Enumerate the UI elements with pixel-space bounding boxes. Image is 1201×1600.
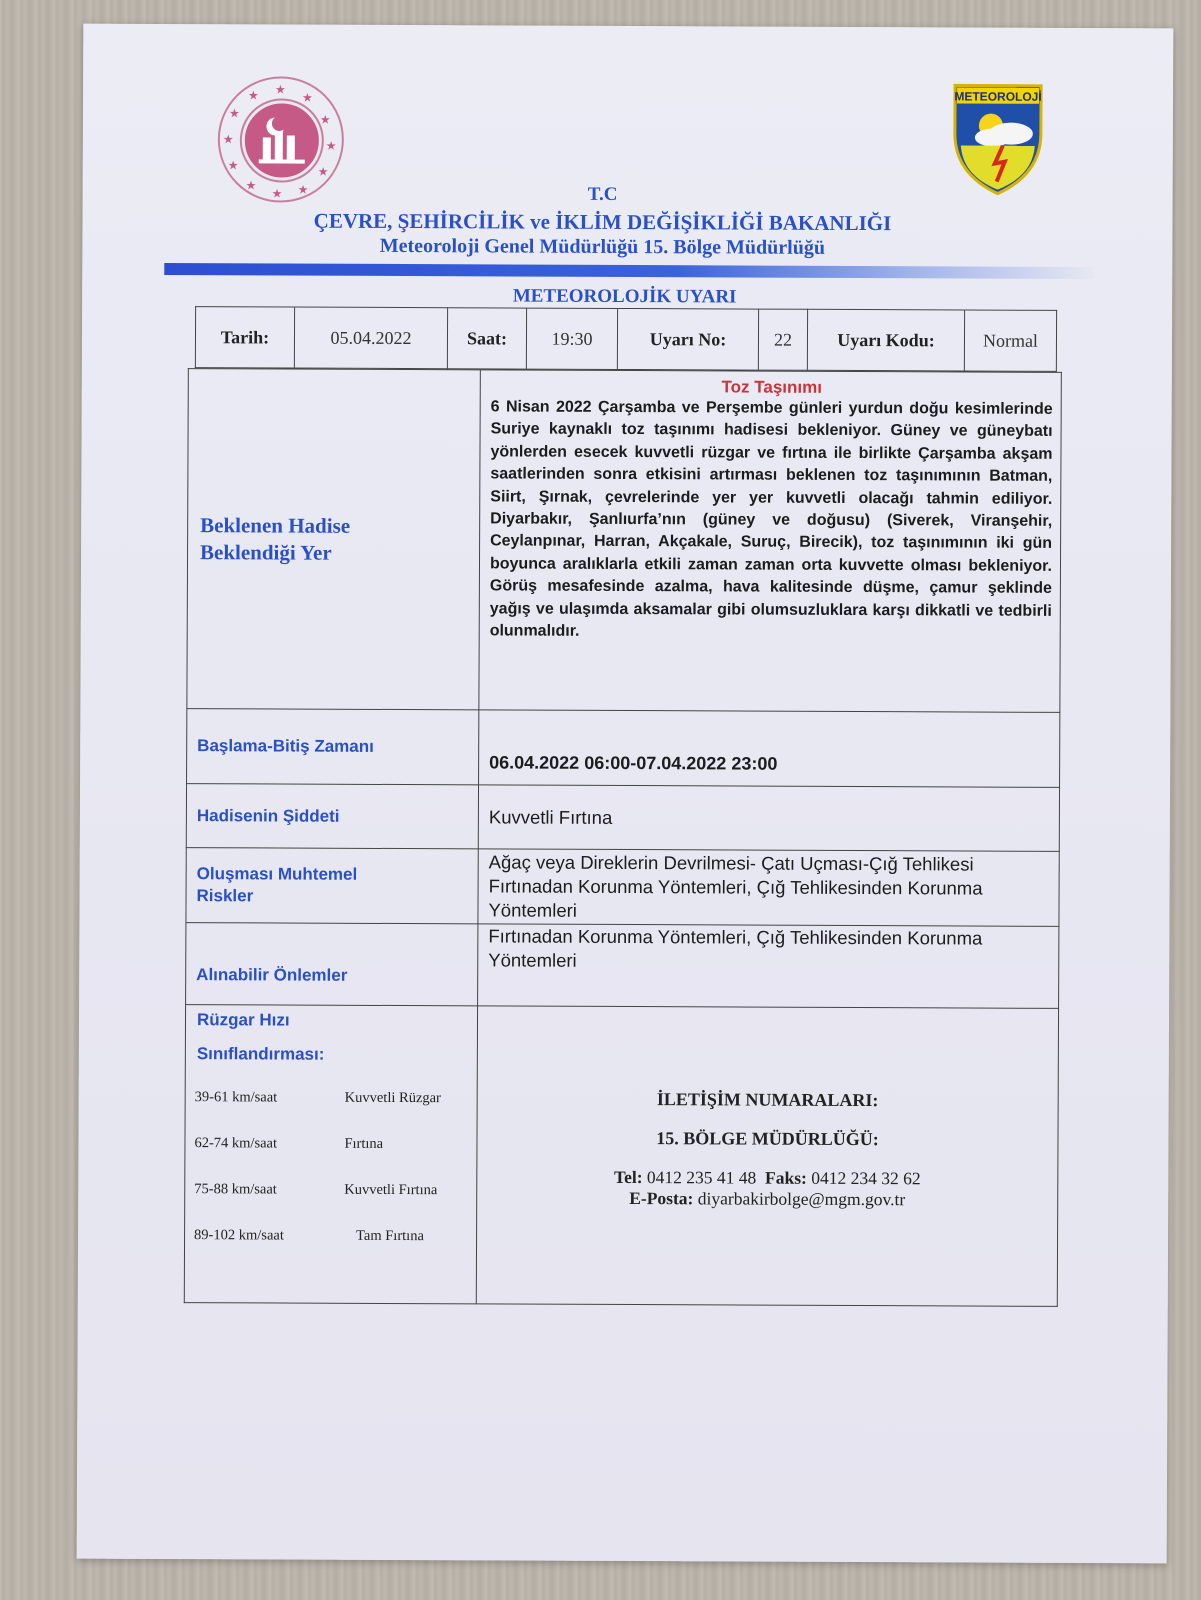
time-label: Saat: bbox=[447, 308, 526, 369]
email-label: E-Posta: bbox=[629, 1188, 694, 1209]
meteorology-logo-text: METEOROLOJİ bbox=[954, 89, 1042, 104]
date-value: 05.04.2022 bbox=[294, 307, 447, 369]
measures-row bbox=[186, 923, 1059, 1009]
warning-code-label: Uyarı Kodu: bbox=[807, 309, 964, 371]
directorate-name: Meteoroloji Genel Müdürlüğü 15. Bölge Müdürlüğü bbox=[379, 234, 826, 259]
risks-label-cell bbox=[186, 848, 478, 924]
period-row bbox=[187, 709, 1060, 788]
wind-class: Tam Fırtına bbox=[356, 1227, 424, 1245]
risks-row bbox=[186, 848, 1059, 927]
fax-value: 0412 234 32 62 bbox=[811, 1167, 921, 1189]
wind-classification-cell bbox=[184, 1005, 477, 1304]
warning-details-table bbox=[184, 368, 1062, 1307]
wind-class: Fırtına bbox=[344, 1135, 384, 1152]
contact-email-line bbox=[478, 1187, 1056, 1211]
wind-contact-row bbox=[184, 1005, 1058, 1307]
ministry-seal-logo: ★ ★ ★ ★ ★ ★ ★ ★ ★ ★ ★ ★ bbox=[218, 76, 345, 203]
wind-speed: 62-74 km/saat bbox=[194, 1135, 278, 1152]
event-heading: Toz Taşınımı bbox=[721, 377, 823, 397]
time-value: 19:30 bbox=[526, 308, 617, 369]
header-divider-bar bbox=[164, 263, 1094, 279]
severity-row bbox=[186, 784, 1059, 852]
wind-title-line1: Rüzgar Hızı bbox=[196, 1010, 290, 1030]
fax-label: Faks: bbox=[765, 1167, 807, 1188]
info-row bbox=[195, 307, 1056, 372]
email-link[interactable]: diyarbakirbolge@mgm.gov.tr bbox=[697, 1188, 906, 1210]
wind-class-row bbox=[187, 1089, 476, 1107]
meteorology-logo bbox=[953, 83, 1043, 195]
warning-document bbox=[77, 24, 1174, 1564]
document-title: METEOROLOJİK UYARI bbox=[512, 285, 737, 308]
measures-value: Fırtınadan Korunma Yöntemleri, Çığ Tehlikesinden Korunma Yöntemleri bbox=[478, 924, 1059, 1009]
contact-cell bbox=[476, 1006, 1058, 1307]
warning-info-table bbox=[195, 306, 1057, 372]
header-tc: T.C bbox=[587, 183, 618, 205]
period-label: Başlama-Bitiş Zamanı bbox=[187, 709, 479, 785]
tel-value: 0412 235 41 48 bbox=[646, 1167, 757, 1188]
risks-value: Ağaç veya Direklerin Devrilmesi- Çatı Uçması-Çığ Tehlikesi Fırtınadan Korunma Yöntemleri, Çığ Tehlikesinden Korunma Yöntemleri bbox=[478, 849, 1059, 927]
wind-speed: 75-88 km/saat bbox=[194, 1181, 277, 1198]
event-label-line1: Beklenen Hadise bbox=[200, 512, 351, 538]
warning-no-label: Uyarı No: bbox=[617, 308, 758, 370]
risks-label-line1: Oluşması Muhtemel bbox=[196, 864, 358, 884]
wind-class-row bbox=[186, 1181, 475, 1199]
measures-label: Alınabilir Önlemler bbox=[186, 923, 478, 1006]
warning-code-value: Normal bbox=[964, 310, 1056, 371]
wind-speed: 89-102 km/saat bbox=[194, 1227, 284, 1244]
ministry-name: ÇEVRE, ŞEHİRCİLİK ve İKLİM DEĞİŞİKLİĞİ BAKANLIĞI bbox=[313, 208, 892, 236]
risks-label-line2: Riskler bbox=[196, 886, 254, 906]
event-label-cell bbox=[187, 369, 480, 710]
event-row bbox=[187, 369, 1061, 713]
wind-class: Kuvvetli Rüzgar bbox=[344, 1089, 441, 1107]
event-content-cell bbox=[479, 370, 1061, 713]
event-description: 6 Nisan 2022 Çarşamba ve Perşembe günleri yurdun doğu kesimlerinde Suriye kaynaklı toz taşınımı hadisesi bekleniyor. Güney ve güneybatı yönlerden esecek kuvvetli rüzgar ve fırtına ile birlikte Çarşamba akşam saatlerinden sonra etkisini artırması beklenen toz taşınımının Batman, Siirt, Şırnak, çevrelerinde yer yer kuvvetli olacağı tahmin ediliyor. Diyarbakır, Şanlıurfa’nın (güney ve doğusu) (Siverek, Viranşehir, Ceylanpınar, Harran, Akçakale, Suruç, Birecik), toz taşınımının iki gün boyunca aralıklarla etkili zaman zaman orta kuvvette olması bekleniyor. Görüş mesafesinde azalma, hava kalitesinde düşme, çamur şeklinde yağış ve ulaşımda aksamalar gibi olumsuzluklara karşı dikkatli ve tedbirli olunmalıdır. bbox=[489, 398, 1053, 640]
wind-speed: 39-61 km/saat bbox=[194, 1089, 278, 1106]
contact-phone-line bbox=[478, 1166, 1056, 1190]
contact-heading: İLETİŞİM NUMARALARI: bbox=[656, 1089, 879, 1111]
wind-class-row bbox=[186, 1227, 475, 1245]
wind-class-row bbox=[186, 1135, 475, 1153]
tel-label: Tel: bbox=[613, 1166, 643, 1188]
period-value: 06.04.2022 06:00-07.04.2022 23:00 bbox=[479, 710, 1060, 788]
date-label: Tarih: bbox=[195, 307, 294, 368]
event-label-line2: Beklendiği Yer bbox=[199, 539, 332, 565]
contact-office: 15. BÖLGE MÜDÜRLÜĞÜ: bbox=[656, 1128, 879, 1150]
wind-class: Kuvvetli Fırtına bbox=[344, 1181, 438, 1199]
severity-label: Hadisenin Şiddeti bbox=[186, 784, 478, 849]
severity-value: Kuvvetli Fırtına bbox=[478, 785, 1059, 852]
wind-title-line2: Sınıflandırması: bbox=[196, 1044, 325, 1064]
warning-no-value: 22 bbox=[758, 309, 807, 370]
